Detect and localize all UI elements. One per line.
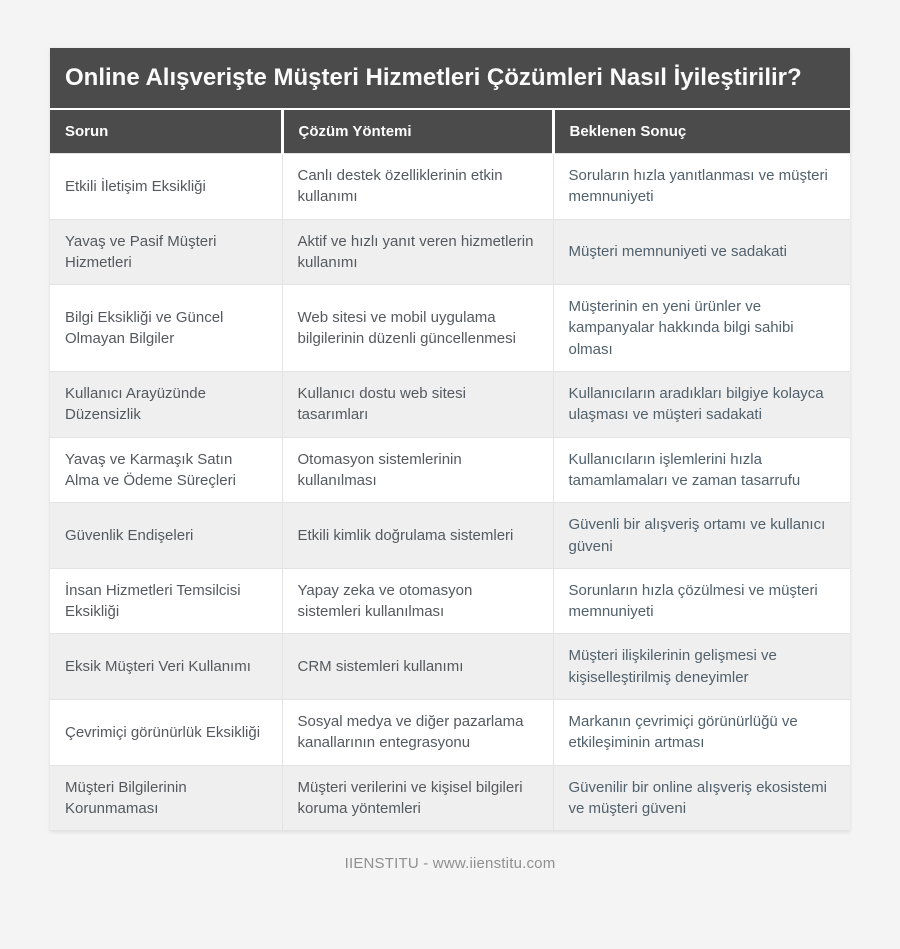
table-body (50, 153, 850, 830)
table-row (50, 765, 850, 831)
table-row (50, 503, 850, 569)
cell-sonuc: Müşterinin en yeni ürünler ve kampanyalar hakkında bilgi sahibi olması (553, 285, 850, 372)
cell-sorun: Etkili İletişim Eksikliği (50, 153, 282, 219)
header-row (50, 109, 850, 154)
footer-credit: IIENSTITU - www.iienstitu.com (344, 855, 556, 873)
cell-cozum: Etkili kimlik doğrulama sistemleri (282, 503, 553, 569)
column-header-beklenen-sonuc: Beklenen Sonuç (553, 109, 850, 154)
cell-sorun: Yavaş ve Pasif Müşteri Hizmetleri (50, 219, 282, 285)
cell-sonuc: Sorunların hızla çözülmesi ve müşteri memnuniyeti (553, 568, 850, 634)
table-row (50, 568, 850, 634)
cell-sonuc: Müşteri memnuniyeti ve sadakati (553, 219, 850, 285)
cell-cozum: CRM sistemleri kullanımı (282, 634, 553, 700)
cell-sonuc: Kullanıcıların aradıkları bilgiye kolayca ulaşması ve müşteri sadakati (553, 372, 850, 438)
table-row (50, 700, 850, 766)
table-row (50, 372, 850, 438)
column-header-sorun: Sorun (50, 109, 282, 154)
table-row (50, 153, 850, 219)
column-header-cozum-yontemi: Çözüm Yöntemi (282, 109, 553, 154)
cell-sorun: Çevrimiçi görünürlük Eksikliği (50, 700, 282, 766)
table-row (50, 437, 850, 503)
cell-cozum: Müşteri verilerini ve kişisel bilgileri koruma yöntemleri (282, 765, 553, 831)
table-header (50, 109, 850, 154)
cell-cozum: Sosyal medya ve diğer pazarlama kanallarının entegrasyonu (282, 700, 553, 766)
solutions-table (50, 108, 850, 831)
cell-sonuc: Güvenilir bir online alışveriş ekosistemi ve müşteri güveni (553, 765, 850, 831)
cell-sorun: İnsan Hizmetleri Temsilcisi Eksikliği (50, 568, 282, 634)
cell-sorun: Kullanıcı Arayüzünde Düzensizlik (50, 372, 282, 438)
table-row (50, 285, 850, 372)
cell-sonuc: Markanın çevrimiçi görünürlüğü ve etkileşiminin artması (553, 700, 850, 766)
cell-sorun: Güvenlik Endişeleri (50, 503, 282, 569)
cell-cozum: Otomasyon sistemlerinin kullanılması (282, 437, 553, 503)
page-title: Online Alışverişte Müşteri Hizmetleri Çözümleri Nasıl İyileştirilir? (50, 48, 850, 108)
cell-sonuc: Güvenli bir alışveriş ortamı ve kullanıcı güveni (553, 503, 850, 569)
cell-sorun: Müşteri Bilgilerinin Korunmaması (50, 765, 282, 831)
content-card (50, 48, 850, 831)
cell-sonuc: Soruların hızla yanıtlanması ve müşteri memnuniyeti (553, 153, 850, 219)
table-row (50, 219, 850, 285)
cell-cozum: Yapay zeka ve otomasyon sistemleri kullanılması (282, 568, 553, 634)
cell-sorun: Bilgi Eksikliği ve Güncel Olmayan Bilgiler (50, 285, 282, 372)
cell-cozum: Kullanıcı dostu web sitesi tasarımları (282, 372, 553, 438)
cell-sonuc: Kullanıcıların işlemlerini hızla tamamlamaları ve zaman tasarrufu (553, 437, 850, 503)
cell-cozum: Web sitesi ve mobil uygulama bilgilerinin düzenli güncellenmesi (282, 285, 553, 372)
cell-sorun: Yavaş ve Karmaşık Satın Alma ve Ödeme Süreçleri (50, 437, 282, 503)
cell-cozum: Canlı destek özelliklerinin etkin kullanımı (282, 153, 553, 219)
cell-sorun: Eksik Müşteri Veri Kullanımı (50, 634, 282, 700)
cell-sonuc: Müşteri ilişkilerinin gelişmesi ve kişiselleştirilmiş deneyimler (553, 634, 850, 700)
cell-cozum: Aktif ve hızlı yanıt veren hizmetlerin kullanımı (282, 219, 553, 285)
table-row (50, 634, 850, 700)
